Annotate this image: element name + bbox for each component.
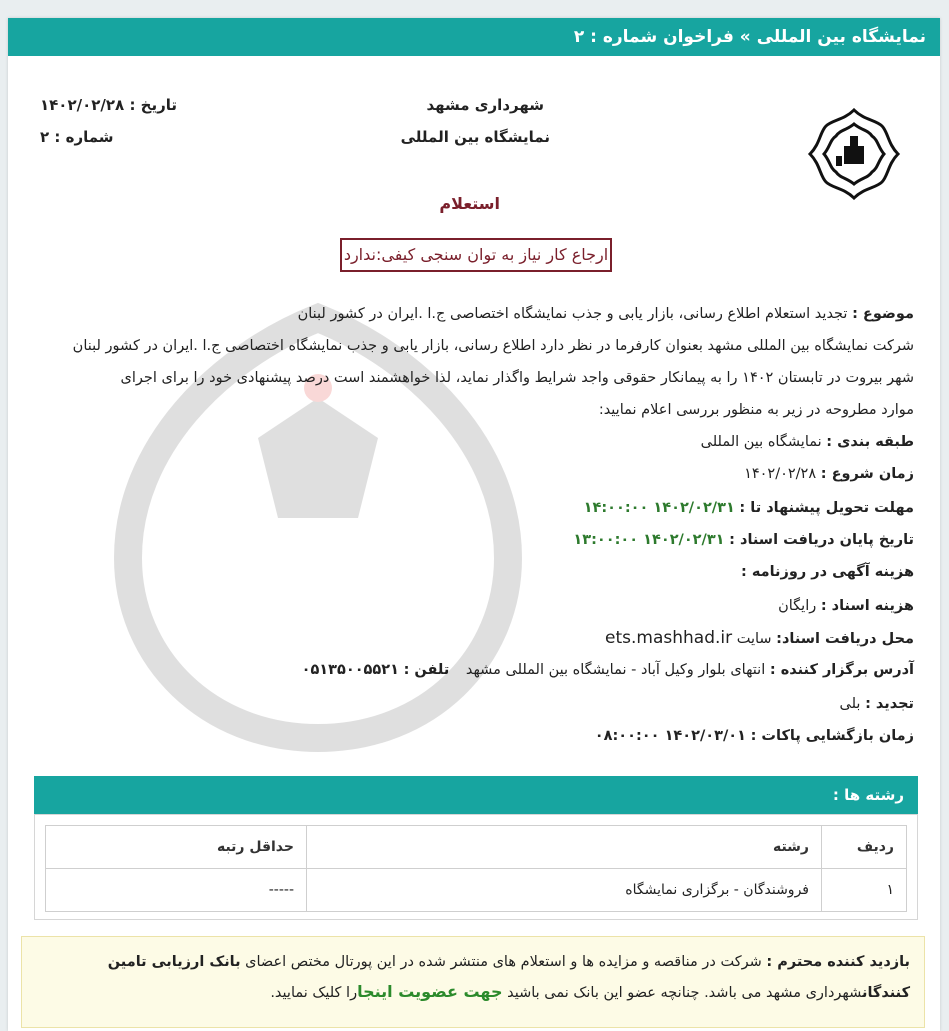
address-row — [302, 654, 914, 686]
number-value: ۲ — [40, 128, 50, 146]
docs-cost-row — [778, 590, 914, 622]
table-header-row — [46, 826, 907, 869]
deadline-label: مهلت تحویل پیشنهاد تا : — [739, 500, 914, 516]
address-value: انتهای بلوار وکیل آباد - نمایشگاه بین المللی مشهد — [465, 662, 766, 678]
start-label: زمان شروع : — [820, 466, 914, 482]
phone-label: تلفن : — [403, 662, 450, 678]
rows-section-header — [34, 776, 918, 814]
opening-label: زمان بازگشایی پاکات : — [750, 728, 914, 744]
start-value: ۱۴۰۲/۰۲/۲۸ — [744, 466, 817, 482]
renewal-value: بلی — [839, 696, 861, 712]
cell-field: فروشندگان - برگزاری نمایشگاه — [307, 869, 822, 912]
number-label: شماره : — [54, 128, 114, 146]
cell-min-rank: ----- — [46, 869, 307, 912]
ad-cost-label: هزینه آگهی در روزنامه : — [740, 564, 914, 580]
subject-text: تجدید استعلام اطلاع رسانی، بازار یابی و جذب نمایشگاه اختصاصی ج.ا .ایران در کشور لبنان — [297, 306, 848, 322]
docs-site-link[interactable]: ets.mashhad.ir — [605, 628, 733, 648]
date-value: ۱۴۰۲/۰۲/۲۸ — [40, 96, 125, 114]
docs-place-row — [605, 622, 914, 655]
page-title-bar — [8, 18, 940, 56]
body-line: شرکت نمایشگاه بین المللی مشهد بعنوان کارفرما در نظر دارد اطلاع رسانی، بازار یابی و جذب نمایشگاه اختصاصی ج.ا .ایران در کشور لبنان — [72, 338, 914, 354]
visitor-notice — [21, 936, 925, 1028]
subject-label: موضوع : — [852, 306, 914, 322]
rows-table — [45, 825, 907, 912]
ad-cost-row — [741, 556, 914, 588]
category-row — [701, 426, 914, 458]
notice-text-2: شهرداری مشهد می باشد. چنانچه عضو این بانک نمی باشید — [502, 985, 863, 1001]
page-title: نمایشگاه بین المللی » فراخوان شماره : ۲ — [573, 27, 926, 47]
col-header-index: ردیف — [822, 826, 907, 869]
notice-bank: بانک ارزیابی تامین کنندگان — [107, 954, 910, 1001]
deadline-value: ۱۴۰۲/۰۲/۳۱ ۱۴:۰۰:۰۰ — [583, 500, 735, 516]
renewal-label: تجدید : — [865, 696, 914, 712]
municipality-logo-icon — [806, 106, 902, 202]
date-block — [40, 96, 177, 114]
notice-text-3: را کلیک نمایید. — [270, 985, 358, 1001]
category-label: طبقه بندی : — [826, 434, 914, 450]
address-label: آدرس برگزار کننده : — [769, 662, 914, 678]
docs-end-label: تاریخ پایان دریافت اسناد : — [729, 532, 914, 548]
col-header-min-rank: حداقل رتبه — [46, 826, 307, 869]
table-row — [46, 869, 907, 912]
docs-cost-value: رایگان — [778, 598, 817, 614]
opening-row — [595, 720, 914, 752]
start-row — [744, 458, 914, 490]
rows-table-container — [34, 814, 918, 920]
docs-end-row — [573, 524, 914, 556]
document-card — [8, 18, 940, 1031]
notice-text-1: شرکت در مناقصه و مزایده ها و استعلام های منتشر شده در این پورتال مختص اعضای — [240, 954, 767, 970]
docs-end-value: ۱۴۰۲/۰۲/۳۱ ۱۳:۰۰:۰۰ — [573, 532, 725, 548]
date-label: تاریخ : — [129, 96, 178, 114]
renewal-row — [840, 688, 914, 720]
docs-cost-label: هزینه اسناد : — [820, 598, 914, 614]
cell-index: ۱ — [822, 869, 907, 912]
docs-place-label: محل دریافت اسناد: — [776, 631, 914, 647]
notice-lead: بازدید کننده محترم : — [766, 954, 910, 970]
body-line: موارد مطروحه در زیر به منظور بررسی اعلام نمایید: — [598, 402, 914, 418]
col-header-field: رشته — [307, 826, 822, 869]
docs-place-prefix: سایت — [736, 631, 772, 647]
evaluation-note: ارجاع کار نیاز به توان سنجی کیفی:ندارد — [340, 238, 612, 272]
membership-link[interactable]: جهت عضویت اینجا — [357, 982, 503, 1001]
heading-title: استعلام — [439, 194, 500, 213]
rows-section-title: رشته ها : — [832, 786, 904, 804]
subject-line — [298, 298, 914, 330]
org-name: شهرداری مشهد — [426, 96, 544, 114]
body-line: شهر بیروت در تابستان ۱۴۰۲ را به پیمانکار حقوقی واجد شرایط واگذار نماید، لذا خواهشمند است درصد پیشنهادی خود را برای اجرای — [120, 370, 914, 386]
number-block — [40, 128, 114, 146]
phone-value: ۰۵۱۳۵۰۰۵۵۲۱ — [301, 662, 399, 678]
category-value: نمایشگاه بین المللی — [700, 434, 822, 450]
opening-value: ۱۴۰۲/۰۳/۰۱ ۰۸:۰۰:۰۰ — [594, 728, 746, 744]
deadline-row — [584, 492, 914, 524]
org-subname: نمایشگاه بین المللی — [400, 128, 550, 146]
